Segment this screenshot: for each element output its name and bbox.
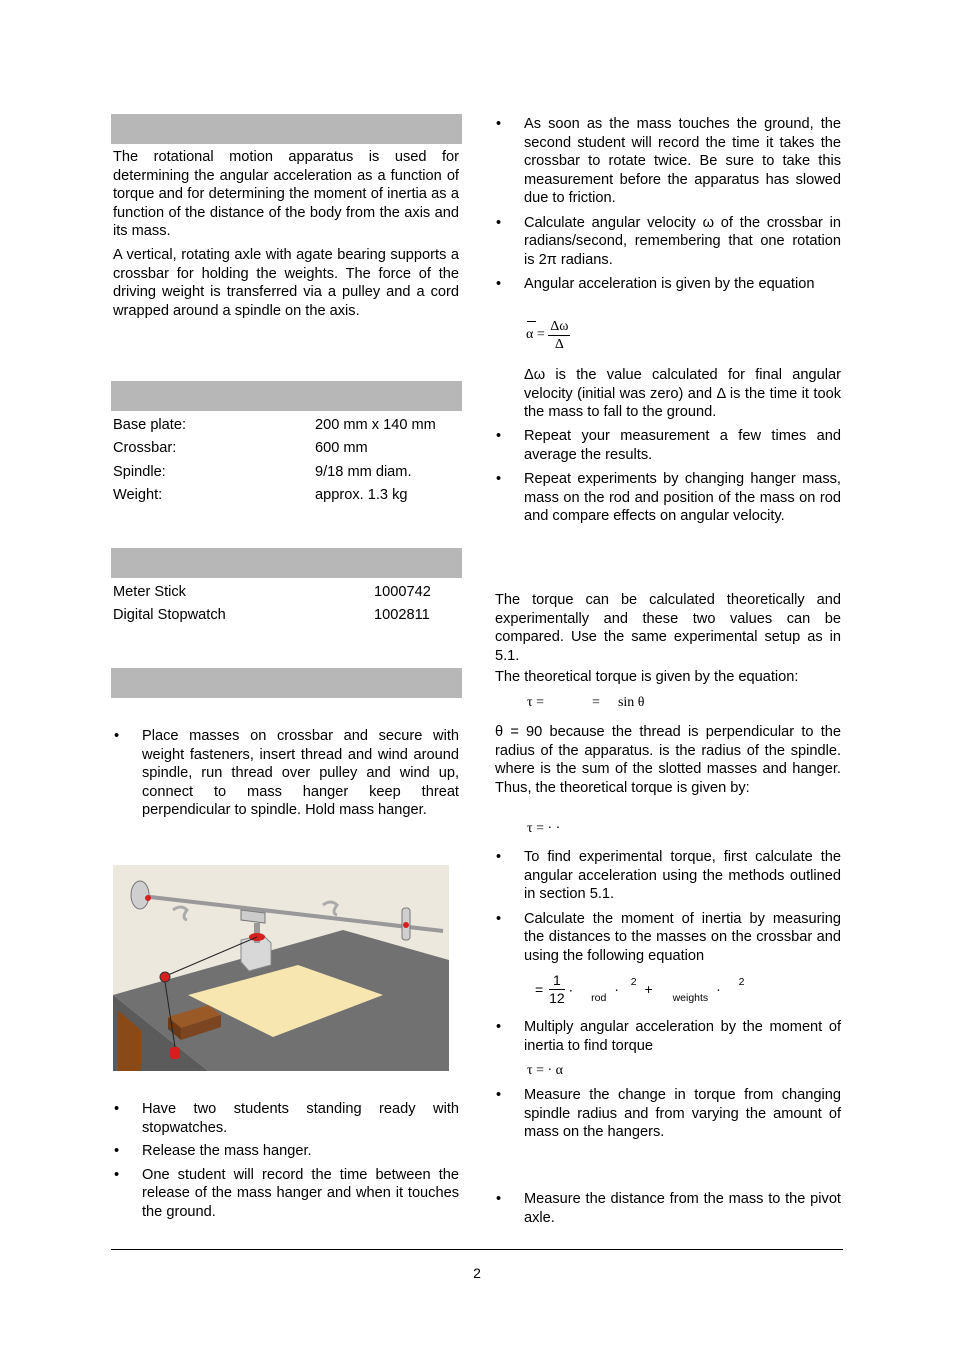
equation-angular-acceleration: α = $\frac{\Delta\omega}{\Delta}$ <box>526 319 569 352</box>
spec-label: Weight: <box>113 487 163 503</box>
torque-paragraph-1: The torque can be calculated theoretically and experimentally and these two values can be compared. Use the same experimental setup as in 5.1. <box>495 592 841 664</box>
bullet-glyph: • <box>496 214 502 231</box>
accessory-code: 1000742 <box>374 584 431 600</box>
list-item: • One student will record the time between the release of the mass hanger and when it touches the ground. <box>114 1166 459 1220</box>
equation-experimental-torque: τ = · α <box>527 1063 564 1078</box>
spec-label: Crossbar: <box>113 440 177 456</box>
section-header-bar-description <box>111 114 462 144</box>
pulley-wheel <box>160 972 170 982</box>
apparatus-illustration <box>113 865 449 1071</box>
procedure-bullet-list-right-4 <box>495 1018 841 1055</box>
procedure-bullet-list-right-6 <box>495 1190 841 1227</box>
bullet-glyph: • <box>114 1101 120 1117</box>
list-item: • Multiply angular acceleration by the moment of inertia to find torque <box>496 1019 841 1054</box>
setup-bullet-list <box>113 727 459 820</box>
procedure-bullet-list-right-1 <box>495 115 841 294</box>
list-item: • Have two students standing ready with stopwatches. <box>114 1101 459 1136</box>
spec-value: 200 mm x 140 mm <box>315 417 436 433</box>
spec-value: approx. 1.3 kg <box>315 487 408 503</box>
section-header-bar-experiments <box>111 668 462 698</box>
list-item: • Release the mass hanger. <box>114 1143 312 1159</box>
bullet-glyph: • <box>496 849 502 865</box>
page-number: 2 <box>473 1265 481 1281</box>
list-item: • Repeat experiments by changing hanger mass, mass on the rod and position of the mass on rod and compare effects on angular velocity. <box>496 471 841 524</box>
footer-rule <box>111 1249 843 1250</box>
intro-paragraph-1: The rotational motion apparatus is used for determining the angular acceleration as a function of torque and for determining the moment of inertia as a function of the distance of the body from the axis and its mass. <box>113 149 459 239</box>
mass-hanger <box>170 1047 180 1059</box>
bullet-glyph: • <box>496 1191 502 1207</box>
spec-label: Spindle: <box>113 464 166 480</box>
accessory-name: Digital Stopwatch <box>113 607 226 623</box>
bullet-glyph: • <box>114 1166 120 1183</box>
bullet-glyph: • <box>496 116 502 132</box>
bullet-glyph: • <box>496 1087 502 1103</box>
bullet-glyph: • <box>114 1143 120 1159</box>
apparatus-figure <box>113 865 449 1071</box>
accessory-code: 1002811 <box>374 607 430 623</box>
list-item: • Angular acceleration is given by the equation <box>496 276 815 292</box>
list-item: • Calculate angular velocity ω of the crossbar in radians/second, remembering that one rotation is 2π radians. <box>496 214 841 268</box>
equation-theoretical-torque-expanded: τ = · · <box>527 821 561 836</box>
theta-note: θ = 90 because the thread is perpendicular to the radius of the apparatus. is the radius of the spindle. where is the sum of the slotted masses and hanger. Thus, the theoretical torque is given by: <box>495 724 841 796</box>
spec-label: Base plate: <box>113 417 187 433</box>
bullet-glyph: • <box>496 471 502 487</box>
bullet-glyph: • <box>496 1019 502 1035</box>
crossbar-weight-left <box>131 881 149 909</box>
list-item: • Calculate the moment of inertia by measuring the distances to the masses on the crossbar and using the following equation <box>496 910 841 964</box>
equation-moment-of-inertia: = $\frac{1}{12}$ · $_{rod}$ · $^2$ + $_{weights}$ · $^2$ <box>535 972 745 1006</box>
section-header-bar-accessories <box>111 548 462 578</box>
procedure-bullet-list-left <box>113 1100 459 1221</box>
list-item: • Measure the change in torque from changing spindle radius and from varying the amount of mass on the hangers. <box>496 1087 841 1140</box>
torque-paragraph-2: The theoretical torque is given by the equation: <box>495 669 799 685</box>
list-item: • As soon as the mass touches the ground, the second student will record the time it takes the crossbar to rotate twice. Be sure to take this measurement before the apparatus has slowed due to friction. <box>496 116 841 206</box>
equation-theoretical-torque: τ = = sin θ <box>527 695 645 710</box>
list-item: • Place masses on crossbar and secure with weight fasteners, insert thread and wind around spindle, run thread over pulley and wind up, connect to mass hanger keep threat perpendicular to spindle. Hold mass hanger. <box>114 728 459 818</box>
bullet-glyph: • <box>496 428 502 444</box>
angular-acceleration-note: Δω is the value calculated for final angular velocity (initial was zero) and Δ is the time it took the mass to fall to the ground. <box>524 367 841 420</box>
spec-value: 600 mm <box>315 440 368 456</box>
procedure-bullet-list-right-3 <box>495 848 841 965</box>
accessory-name: Meter Stick <box>113 584 186 600</box>
list-item: • To find experimental torque, first calculate the angular acceleration using the methods outlined in section 5.1. <box>496 849 841 902</box>
section-header-bar-technical-data <box>111 381 462 411</box>
weight-fastener-left <box>145 895 151 901</box>
spec-value: 9/18 mm diam. <box>315 464 412 480</box>
intro-paragraph-2: A vertical, rotating axle with agate bearing supports a crossbar for holding the weights. The force of the driving weight is transferred via a pulley and a cord wrapped around a spindle on the axis. <box>113 247 459 319</box>
procedure-bullet-list-right-2 <box>495 427 841 526</box>
procedure-bullet-list-right-5 <box>495 1086 841 1142</box>
weight-fastener-right <box>403 922 409 928</box>
bullet-glyph: • <box>114 728 120 744</box>
list-item: • Repeat your measurement a few times and average the results. <box>496 428 841 463</box>
bullet-glyph: • <box>496 910 502 927</box>
bullet-glyph: • <box>496 276 502 292</box>
list-item: • Measure the distance from the mass to the pivot axle. <box>496 1191 841 1226</box>
